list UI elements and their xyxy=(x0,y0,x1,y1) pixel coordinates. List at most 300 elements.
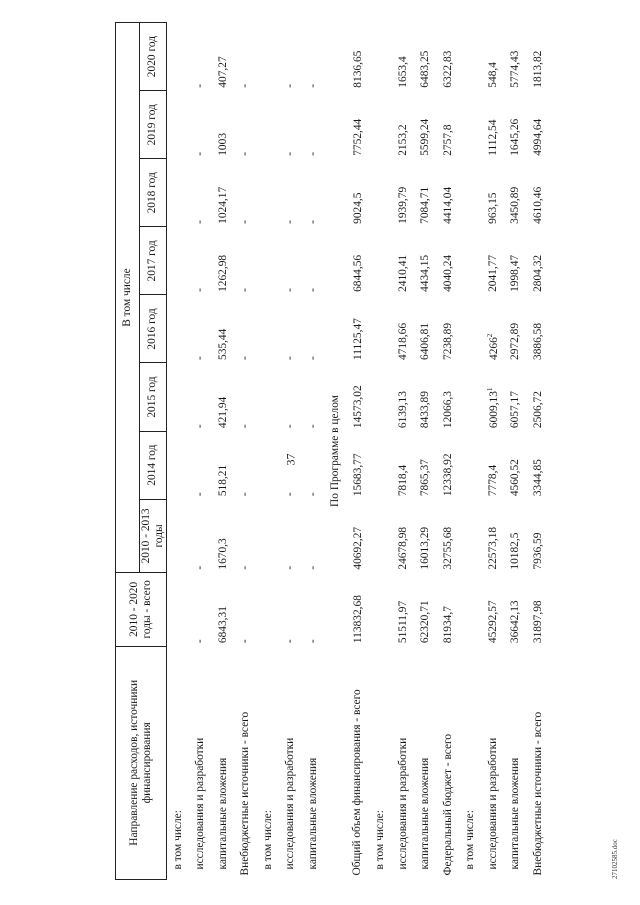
table-row xyxy=(414,23,437,880)
header-period: 2018 год xyxy=(139,159,166,227)
cell-value: 6057,17 xyxy=(509,391,522,429)
cell-value: - xyxy=(284,492,297,497)
cell-value: 2153,2 xyxy=(396,124,409,156)
table-cell xyxy=(234,227,257,295)
table-cell xyxy=(482,227,505,295)
table-cell xyxy=(504,227,527,295)
cell-value: 4994,64 xyxy=(531,118,544,156)
cell-value: - xyxy=(194,151,207,156)
section-title: По Программе в целом xyxy=(329,395,342,507)
cell-value: 1003 xyxy=(216,132,229,156)
table-cell xyxy=(504,499,527,572)
table-cell xyxy=(504,159,527,227)
cell-value: 6844,56 xyxy=(351,254,364,292)
header-including: В том числе xyxy=(116,23,140,573)
table-cell xyxy=(437,499,460,572)
table-cell xyxy=(459,363,482,431)
table-cell xyxy=(459,431,482,499)
table-cell xyxy=(347,295,370,363)
table-cell xyxy=(166,499,189,572)
cell-value: 2506,72 xyxy=(531,391,544,429)
table-cell xyxy=(279,227,302,295)
page-number: 37 xyxy=(283,453,298,466)
cell-value: 2757,8 xyxy=(441,124,454,156)
cell-value: 6322,83 xyxy=(441,50,454,88)
cell-value: 6483,25 xyxy=(419,50,432,88)
cell-value: 12338,92 xyxy=(441,453,454,497)
table-cell xyxy=(482,23,505,91)
table-cell xyxy=(392,91,415,159)
header-period: 2016 год xyxy=(139,295,166,363)
cell-value: 2972,89 xyxy=(509,322,522,360)
cell-value: 1813,82 xyxy=(531,50,544,88)
row-label: капитальные вложения xyxy=(509,757,522,870)
cell-value: 6139,13 xyxy=(396,391,409,429)
cell-value: - xyxy=(194,424,207,429)
cell-value: 14573,02 xyxy=(351,385,364,429)
table-cell xyxy=(347,227,370,295)
cell-value: 421,94 xyxy=(216,396,229,429)
cell-value: 1024,17 xyxy=(216,186,229,224)
cell-value: 1998,47 xyxy=(509,254,522,292)
table-cell xyxy=(459,499,482,572)
cell-value: 16013,29 xyxy=(419,526,432,570)
table-cell xyxy=(482,499,505,572)
cell-value: 4266 xyxy=(487,337,500,360)
table-cell xyxy=(437,91,460,159)
table-cell xyxy=(347,23,370,91)
table-cell xyxy=(369,431,392,499)
table-cell xyxy=(212,295,235,363)
cell-value: 6009,13 xyxy=(487,391,500,429)
table-cell xyxy=(347,159,370,227)
table-cell xyxy=(257,499,280,572)
table-cell xyxy=(437,363,460,431)
table-cell xyxy=(392,159,415,227)
table-cell xyxy=(347,573,370,646)
header-row xyxy=(116,23,140,880)
table-cell xyxy=(279,431,302,499)
table-row xyxy=(166,23,189,880)
table-cell xyxy=(504,91,527,159)
table-cell xyxy=(212,431,235,499)
row-label: в том числе: xyxy=(374,810,387,870)
cell-value: 1939,79 xyxy=(396,186,409,224)
cell-value: - xyxy=(284,83,297,88)
table-cell xyxy=(504,23,527,91)
table-cell xyxy=(279,499,302,572)
cell-value: - xyxy=(194,220,207,224)
table-cell xyxy=(347,499,370,572)
table-cell xyxy=(527,431,550,499)
cell-value: 2804,32 xyxy=(531,254,544,292)
cell-value: 407,27 xyxy=(216,56,229,88)
cell-value: 12066,3 xyxy=(441,391,454,429)
footnote-mark: 2 xyxy=(485,333,494,338)
cell-value: 3886,58 xyxy=(531,322,544,360)
section-row xyxy=(324,23,347,880)
cell-value: 32755,68 xyxy=(441,526,454,570)
cell-value: - xyxy=(239,356,252,360)
table-row xyxy=(302,23,325,880)
row-label: в том числе: xyxy=(464,810,477,870)
header-period: 2019 год xyxy=(139,91,166,159)
table-cell xyxy=(459,23,482,91)
table-cell xyxy=(527,573,550,646)
table-cell xyxy=(459,295,482,363)
table-cell xyxy=(459,91,482,159)
cell-value: - xyxy=(194,288,207,292)
cell-value: - xyxy=(306,288,319,292)
cell-value: - xyxy=(194,639,207,644)
footnote-mark: 1 xyxy=(485,387,494,392)
row-label: исследования и разработки xyxy=(486,737,499,870)
table-cell xyxy=(414,431,437,499)
cell-value: - xyxy=(194,356,207,360)
table-cell xyxy=(392,363,415,431)
cell-value: 6843,31 xyxy=(216,606,229,644)
cell-value: - xyxy=(239,492,252,497)
table-cell xyxy=(527,91,550,159)
table-cell xyxy=(504,431,527,499)
table-cell xyxy=(504,573,527,646)
header-period: 2017 год xyxy=(139,227,166,295)
document-footer: 27102585.doc xyxy=(611,839,619,879)
cell-value: 2410,41 xyxy=(396,254,409,292)
table-row xyxy=(189,23,212,880)
cell-value: 4434,15 xyxy=(419,254,432,292)
cell-value: - xyxy=(284,151,297,156)
table-cell xyxy=(257,363,280,431)
table-cell xyxy=(189,363,212,431)
table-cell xyxy=(482,573,505,646)
table-cell xyxy=(392,431,415,499)
cell-value: - xyxy=(239,83,252,88)
cell-value: - xyxy=(284,288,297,292)
table-cell xyxy=(392,573,415,646)
header-period: 2010 - 2013 годы xyxy=(139,499,166,572)
table-cell xyxy=(212,159,235,227)
table-cell xyxy=(189,573,212,646)
cell-value: 81934,7 xyxy=(441,606,454,644)
table-cell xyxy=(189,295,212,363)
cell-value: - xyxy=(284,220,297,224)
cell-value: 62320,71 xyxy=(419,600,432,644)
table-cell xyxy=(189,499,212,572)
cell-value: - xyxy=(306,356,319,360)
table-cell xyxy=(347,91,370,159)
cell-value: - xyxy=(306,151,319,156)
table-cell xyxy=(212,363,235,431)
cell-value: 7936,59 xyxy=(531,532,544,570)
table-cell xyxy=(212,499,235,572)
table-cell xyxy=(234,23,257,91)
header-row-label: Направление расходов, источники финансирования xyxy=(116,646,167,879)
table-cell xyxy=(369,159,392,227)
cell-value: 7238,89 xyxy=(441,322,454,360)
table-cell xyxy=(302,159,325,227)
table-cell xyxy=(482,431,505,499)
financing-table xyxy=(115,22,549,880)
table-cell xyxy=(392,295,415,363)
cell-value: 3344,85 xyxy=(531,459,544,497)
table-cell xyxy=(437,573,460,646)
row-label: исследования и разработки xyxy=(194,737,207,870)
table-cell xyxy=(527,227,550,295)
cell-value: 36642,13 xyxy=(509,600,522,644)
table-row xyxy=(369,23,392,880)
cell-value: 1262,98 xyxy=(216,254,229,292)
cell-value: - xyxy=(239,565,252,570)
table-cell xyxy=(234,499,257,572)
cell-value: 7084,71 xyxy=(419,186,432,224)
cell-value: 4414,04 xyxy=(441,186,454,224)
table-cell xyxy=(459,159,482,227)
cell-value: 22573,18 xyxy=(486,526,499,570)
row-label: исследования и разработки xyxy=(284,737,297,870)
table-cell xyxy=(257,91,280,159)
cell-value: - xyxy=(239,424,252,429)
cell-value: - xyxy=(306,492,319,497)
table-cell xyxy=(279,363,302,431)
header-period: 2015 год xyxy=(139,363,166,431)
table-cell xyxy=(437,227,460,295)
row-label: Внебюджетные источники - всего xyxy=(239,711,252,876)
table-cell xyxy=(257,159,280,227)
cell-value: - xyxy=(306,220,319,224)
table-cell xyxy=(369,91,392,159)
row-label: капитальные вложения xyxy=(306,757,319,870)
table-cell xyxy=(347,363,370,431)
cell-value: 5774,43 xyxy=(509,50,522,88)
cell-value: 8136,65 xyxy=(351,50,364,88)
table-row xyxy=(459,23,482,880)
cell-value: - xyxy=(306,639,319,644)
table-cell xyxy=(166,295,189,363)
table-cell xyxy=(459,573,482,646)
row-label: капитальные вложения xyxy=(216,757,229,870)
cell-value: - xyxy=(284,565,297,570)
table-cell xyxy=(302,499,325,572)
table-cell xyxy=(369,363,392,431)
cell-value: 963,15 xyxy=(486,192,499,224)
table-cell xyxy=(437,23,460,91)
cell-value: 7818,4 xyxy=(396,464,409,497)
table-cell xyxy=(257,227,280,295)
cell-value: 4718,66 xyxy=(396,322,409,360)
cell-value: - xyxy=(239,288,252,292)
cell-value: - xyxy=(284,639,297,644)
cell-value: 51511,97 xyxy=(396,600,409,644)
table-cell xyxy=(257,431,280,499)
table-row xyxy=(212,23,235,880)
table-cell xyxy=(302,431,325,499)
cell-value: 40692,27 xyxy=(351,526,364,570)
table-row xyxy=(234,23,257,880)
header-total: 2010 - 2020 годы - всего xyxy=(116,573,167,646)
table-row xyxy=(347,23,370,880)
table-cell xyxy=(414,573,437,646)
header-period: 2020 год xyxy=(139,23,166,91)
table-cell xyxy=(414,91,437,159)
table-row xyxy=(504,23,527,880)
table-cell xyxy=(166,227,189,295)
header-period: 2014 год xyxy=(139,431,166,499)
table-cell xyxy=(279,91,302,159)
cell-value: 24678,98 xyxy=(396,526,409,570)
table-cell xyxy=(527,23,550,91)
cell-value: 7752,44 xyxy=(351,118,364,156)
table-cell xyxy=(302,363,325,431)
table-cell xyxy=(189,159,212,227)
table-cell xyxy=(369,573,392,646)
table-cell xyxy=(234,295,257,363)
table-cell xyxy=(189,431,212,499)
table-cell xyxy=(482,295,505,363)
row-label: Общий объем финансирования - всего xyxy=(351,689,364,876)
table-cell xyxy=(527,499,550,572)
cell-value: 1112,54 xyxy=(486,119,499,156)
cell-value: 6406,81 xyxy=(419,322,432,360)
table-row xyxy=(279,23,302,880)
table-cell xyxy=(437,159,460,227)
cell-value: 1670,3 xyxy=(216,538,229,570)
cell-value: 548,4 xyxy=(486,62,499,88)
cell-value: - xyxy=(239,639,252,644)
table-cell xyxy=(212,227,235,295)
cell-value: 2041,77 xyxy=(486,254,499,292)
cell-value: 15683,77 xyxy=(351,453,364,497)
table-cell xyxy=(302,227,325,295)
table-cell xyxy=(504,363,527,431)
row-label: Федеральный бюджет - всего xyxy=(441,733,454,876)
table-cell xyxy=(302,295,325,363)
table-cell xyxy=(527,363,550,431)
table-cell xyxy=(166,573,189,646)
table-cell xyxy=(392,499,415,572)
row-label: Внебюджетные источники - всего xyxy=(531,711,544,876)
table-cell xyxy=(257,23,280,91)
table-cell xyxy=(234,91,257,159)
table-cell xyxy=(369,499,392,572)
table-cell xyxy=(257,573,280,646)
table-cell xyxy=(279,159,302,227)
table-cell xyxy=(414,227,437,295)
table-row xyxy=(392,23,415,880)
table-cell xyxy=(212,573,235,646)
cell-value: 4610,46 xyxy=(531,186,544,224)
table-cell xyxy=(414,363,437,431)
table-cell xyxy=(369,227,392,295)
table-cell xyxy=(369,295,392,363)
table-row xyxy=(437,23,460,880)
table-cell xyxy=(234,431,257,499)
table-cell xyxy=(166,159,189,227)
table-cell xyxy=(392,23,415,91)
table-cell xyxy=(189,23,212,91)
table-cell xyxy=(166,23,189,91)
table-cell xyxy=(279,573,302,646)
table-cell xyxy=(347,431,370,499)
cell-value: 9024,5 xyxy=(351,192,364,224)
table-cell xyxy=(279,23,302,91)
table-cell xyxy=(414,499,437,572)
table-cell xyxy=(369,23,392,91)
table-cell xyxy=(166,431,189,499)
table-cell xyxy=(414,159,437,227)
cell-value: 5599,24 xyxy=(419,118,432,156)
cell-value: - xyxy=(194,83,207,88)
cell-value: 3450,89 xyxy=(509,186,522,224)
cell-value: 1653,4 xyxy=(396,56,409,88)
table-cell xyxy=(257,295,280,363)
table-row xyxy=(482,23,505,880)
table-cell xyxy=(212,23,235,91)
cell-value: 7865,37 xyxy=(419,459,432,497)
cell-value: - xyxy=(284,356,297,360)
cell-value: 4560,52 xyxy=(509,459,522,497)
table-cell xyxy=(392,227,415,295)
cell-value: - xyxy=(284,424,297,429)
cell-value: 7778,4 xyxy=(486,464,499,497)
cell-value: - xyxy=(194,565,207,570)
row-label: капитальные вложения xyxy=(419,757,432,870)
table-cell xyxy=(527,295,550,363)
cell-value: 4040,24 xyxy=(441,254,454,292)
table-cell xyxy=(482,159,505,227)
table-cell xyxy=(482,363,505,431)
cell-value: 8433,89 xyxy=(419,391,432,429)
table-row xyxy=(527,23,550,880)
cell-value: - xyxy=(239,220,252,224)
table-cell xyxy=(437,431,460,499)
table-cell xyxy=(302,573,325,646)
table-cell xyxy=(189,227,212,295)
table-cell xyxy=(437,295,460,363)
table-cell xyxy=(189,91,212,159)
table-cell xyxy=(234,363,257,431)
cell-value: 1645,26 xyxy=(509,118,522,156)
table-cell xyxy=(459,227,482,295)
cell-value: 10182,5 xyxy=(509,532,522,570)
cell-value: 11125,47 xyxy=(351,318,364,360)
cell-value: - xyxy=(306,565,319,570)
row-label: исследования и разработки xyxy=(396,737,409,870)
table-cell xyxy=(302,23,325,91)
row-label: в том числе: xyxy=(261,810,274,870)
table-cell xyxy=(414,295,437,363)
cell-value: - xyxy=(194,492,207,497)
cell-value: 535,44 xyxy=(216,328,229,360)
table-cell xyxy=(234,159,257,227)
table-cell xyxy=(527,159,550,227)
cell-value: 113832,68 xyxy=(351,595,364,644)
table-cell xyxy=(414,23,437,91)
table-row xyxy=(257,23,280,880)
financing-table-container xyxy=(115,20,605,880)
cell-value: 31897,98 xyxy=(531,600,544,644)
table-cell xyxy=(212,91,235,159)
cell-value: - xyxy=(239,151,252,156)
table-cell xyxy=(166,363,189,431)
table-cell xyxy=(482,91,505,159)
cell-value: 45292,57 xyxy=(486,600,499,644)
cell-value: - xyxy=(306,83,319,88)
table-cell xyxy=(166,91,189,159)
cell-value: - xyxy=(306,424,319,429)
table-cell xyxy=(279,295,302,363)
cell-value: 518,21 xyxy=(216,464,229,497)
